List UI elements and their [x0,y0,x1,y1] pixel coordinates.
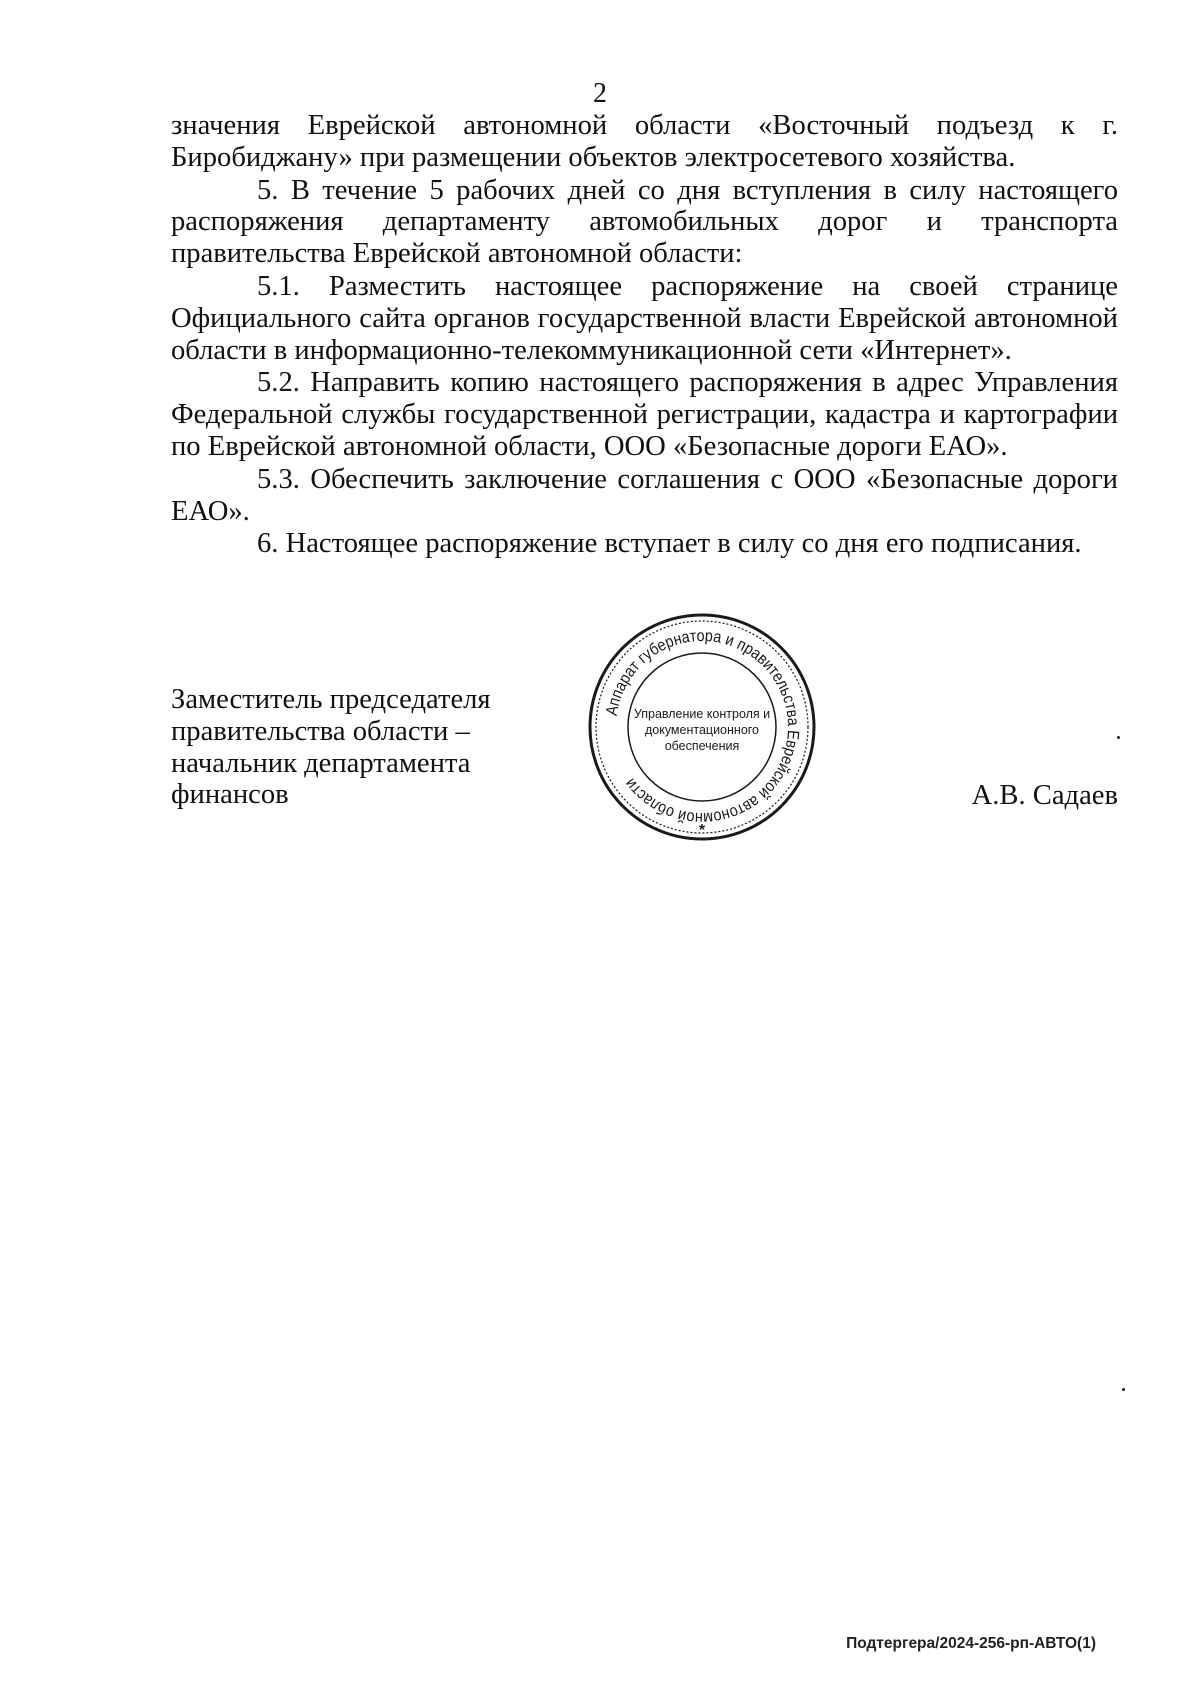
document-body [171,110,1118,560]
paragraph-item-6: 6. Настоящее распоряжение вступает в силу со дня его подписания. [257,528,1082,560]
stamp-center-line: документационного [644,723,760,737]
paragraph-item-5-1: 5.1. Разместить настоящее распоряжение на своей странице Официального сайта органов государственной власти Еврейской автономной области в информационно-телекоммуникационной сети «Интернет». [171,270,1118,366]
scan-speck [1122,1388,1125,1391]
stamp-center-line: обеспечения [664,739,740,753]
signer-title-line: финансов [171,779,289,811]
stamp-star-mark: * [698,822,706,839]
page-number: 2 [593,78,607,109]
stamp-center-line: Управление контроля и [633,707,771,721]
paragraph-item-5-3: 5.3. Обеспечить заключение соглашения с ООО «Безопасные дороги ЕАО». [171,463,1118,527]
paragraph-item-5: 5. В течение 5 рабочих дней со дня вступления в силу настоящего распоряжения департаменту автомобильных дорог и транспорта правительства Еврейской автономной области: [171,174,1118,270]
scan-speck [1117,736,1120,739]
signer-title-line: Заместитель председателя [171,684,491,715]
stamp-ring-text: Аппарат губернатора и правительства Еврейской автономной области [602,626,803,828]
signer-title-line: правительства области – [171,715,470,747]
official-stamp [585,610,819,844]
signer-name: А.В. Садаев [971,780,1118,811]
paragraph-continuation: значения Еврейской автономной области «Восточный подъезд к г. Биробиджану» при размещении объектов электросетевого хозяйства. [171,110,1118,173]
stamp-seal [585,610,819,844]
document-code: Подтергера/2024-256-рп-АВТО(1) [846,1635,1096,1652]
paragraph-item-5-2: 5.2. Направить копию настоящего распоряжения в адрес Управления Федеральной службы государственной регистрации, кадастра и картографии по Еврейской автономной области, ООО «Безопасные дороги ЕАО». [171,367,1118,462]
signer-title-line: начальник департамента [171,747,471,779]
signer-title [171,684,531,811]
